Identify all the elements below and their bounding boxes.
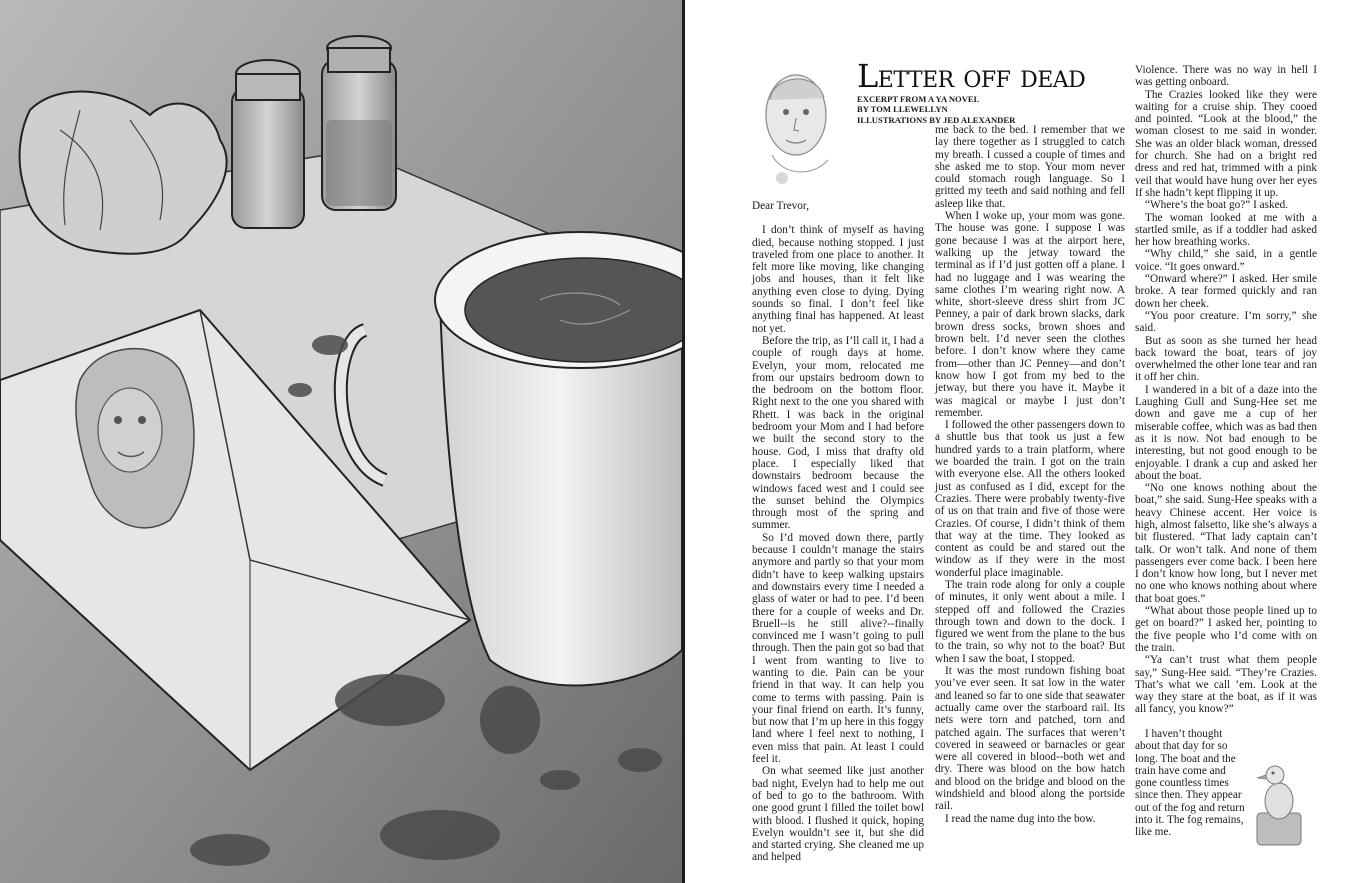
- paragraph: “Onward where?” I asked. Her smile broke. A tear formed quickly and ran down her cheek.: [1135, 273, 1317, 310]
- text-column-2: [935, 124, 1125, 830]
- paragraph: I wandered in a bit of a daze into the Laughing Gull and Sung-Hee set me down and gave me a cup of her miserable coffee, which was as bad then as it is now. Not bad enough to be interesting, but not good enough to be enjoyable. I drank a cup and asked her about the boat.: [1135, 383, 1317, 482]
- paragraph: “Where’s the boat go?” I asked.: [1145, 199, 1289, 212]
- article-subtitle: EXCERPT FROM A YA NOVEL: [857, 94, 980, 104]
- article-header: [857, 58, 1127, 125]
- paragraph: “Ya can’t trust what them people say,” Sung-Hee said. “They’re Crazies. That’s what we call ’em. Look at the way they stare at the boat, as if it was all fancy, you know?”: [1135, 654, 1317, 716]
- paragraph: “No one knows nothing about the boat,” she said. Sung-Hee speaks with a heavy Chinese accent. Her voice is high, almost falsetto, like she’s always a bit flustered. “That lady captain can’t talk. Or won’t talk. And none of them passengers ever come back. I been here I don’t know how long, but I never met no one who knows nothing about where that boat goes.”: [1135, 482, 1317, 605]
- paragraph: The Crazies looked like they were waiting for a cruise ship. They cooed and pointed. “Look at the blood,” the woman closest to me said in wonder. She was an older black woman, dressed for church. She had on a bright red dress and red hat, trimmed with a pink veil that would have hung over her eyes If she hadn’t kept flipping it up.: [1135, 88, 1317, 199]
- paragraph: When I woke up, your mom was gone. The house was gone. I suppose I was gone because I was at the airport here, walking up the jetway toward the terminal as if I’d just gotten off a plane. I had no luggage and I was wearing the same clothes I’m wearing right now. A white, short-sleeve dress shirt from JC Penney, a pair of dark brown slacks, dark brown dress socks, brown shoes and brown belt. I’d never seen the clothes before. I don’t know where they came from—other than JC Penney—and don’t know how I got from my bed to the jetway, but there you have it. Maybe it was magical or maybe I just don’t remember.: [935, 210, 1125, 419]
- paragraph: “You poor creature. I’m sorry,” she said.: [1135, 309, 1317, 335]
- pepper-shaker: [322, 36, 396, 210]
- seagull-sketch: [1245, 753, 1315, 847]
- article-illustrator: ILLUSTRATIONS BY JED ALEXANDER: [857, 114, 1016, 125]
- closing-paragraph: I haven’t thought about that day for so long. The boat and the train have come and gone countless times since then. They appear out of the fog and return into it. The fog remains, like me.: [1135, 728, 1245, 839]
- article-title: Letter off dead: [857, 57, 1086, 95]
- paragraph: So I’d moved down there, partly because I couldn’t manage the stairs anymore and partly so that your mom didn’t have to keep walking upstairs and downstairs every time I needed a glass of water or had to pee. I’d been there for a couple of weeks and Dr. Bruell--is he still alive?--finally convinced me I wasn’t going to pull through. Then the pain got so bad that I went from wanting to live to wanting to die. Pain can be your friend in that way. It can help you come to terms with passing. Pain is your final friend on earth. It’s funny, but now that I’m up here in this foggy land where I feel next to nothing, I even miss that pain. At least I could feel it.: [752, 531, 924, 766]
- paragraph: But as soon as she turned her head back toward the boat, tears of joy overwhelmed the other lone tear and ran it off her chin.: [1135, 334, 1317, 384]
- paragraph: I don’t think of myself as having died, because nothing stopped. I just traveled from one place to another. It felt more like moving, like changing jobs and houses, than it felt like anything even close to dying. Dying sounds so final. I don’t feel like anything final has happened. At least not yet.: [752, 224, 924, 335]
- text-column-3-end: [1135, 728, 1245, 839]
- salt-shaker: [232, 60, 304, 228]
- paragraph: The train rode along for only a couple of minutes, it only went about a mile. I stepped off and followed the Crazies through town and down to the dock. I figured we went from the plane to the bus to the train, so why not to the boat? But when I saw the boat, I stopped.: [935, 578, 1125, 665]
- salutation: Dear Trevor,: [752, 200, 810, 212]
- paragraph: I followed the other passengers down to a shuttle bus that took us just a few hundred yards to a train platform, where we boarded the train. I got on the train with everyone else. All the others looked just as confused as I did, except for the Crazies. There were probably twenty-five of us on that train and five of those were Crazies. Of course, I didn’t think of them that way at the time. They looked as content as could be and stared out the window as if they were in the most wonderful place imaginable.: [935, 419, 1125, 579]
- paragraph: On what seemed like just another bad night, Evelyn had to help me out of bed to go to the bathroom. With one good grunt I filled the toilet bowl with blood. I flushed it quick, hoping Evelyn wouldn’t see it, but she did and started crying. She cleaned me up and helped: [752, 765, 924, 864]
- text-column-3: [1135, 64, 1317, 732]
- text-column-1: [752, 200, 924, 864]
- paragraph: “What about those people lined up to get on board?” I asked her, pointing to the five people who I’d come with on the train.: [1135, 605, 1317, 654]
- paragraph: “Why child,” she said, in a gentle voice. “It goes onward.”: [1135, 248, 1317, 273]
- illustration-page: [0, 0, 682, 883]
- portrait-sketch: [752, 60, 838, 190]
- paragraph: Violence. There was no way in hell I was getting onboard.: [1135, 64, 1317, 89]
- paragraph: I read the name dug into the bow.: [945, 812, 1096, 825]
- paragraph: The woman looked at me with a startled smile, as if a toddler had asked her how breathing works.: [1135, 211, 1317, 249]
- paragraph: It was the most rundown fishing boat you’ve ever seen. It sat low in the water and leaned so far to one side that seawater actually came over the starboard rail. Its nets were torn and patched, torn and patched again. The surfaces that weren’t covered in seaweed or barnacles or gear were all covered in blood--both wet and dry. There was blood on the bow hatch and blood on the bridge and blood on the windshield and blood along the portside rail.: [935, 665, 1125, 813]
- article-author: BY TOM LLEWELLYN: [857, 104, 948, 115]
- paragraph: Before the trip, as I’ll call it, I had a couple of rough days at home. Evelyn, your mom, relocated me from our upstairs bedroom down to the bedroom on the bottom floor. Right next to the one you shared with Rhett. I was back in the original bedroom your Mom and I had before we built the second story to the house. God, I miss that drafty old place. I especially liked that downstairs bedroom because the windows faced west and I could see the sunset behind the Olympics through most of the spring and summer.: [752, 334, 924, 532]
- paragraph: me back to the bed. I remember that we lay there together as I struggled to catch my breath. I cussed a couple of times and she asked me to stop. Your mom never could stomach rough language. So I gritted my teeth and said nothing and fell asleep like that.: [935, 124, 1125, 210]
- table-scene-illustration: [0, 0, 682, 883]
